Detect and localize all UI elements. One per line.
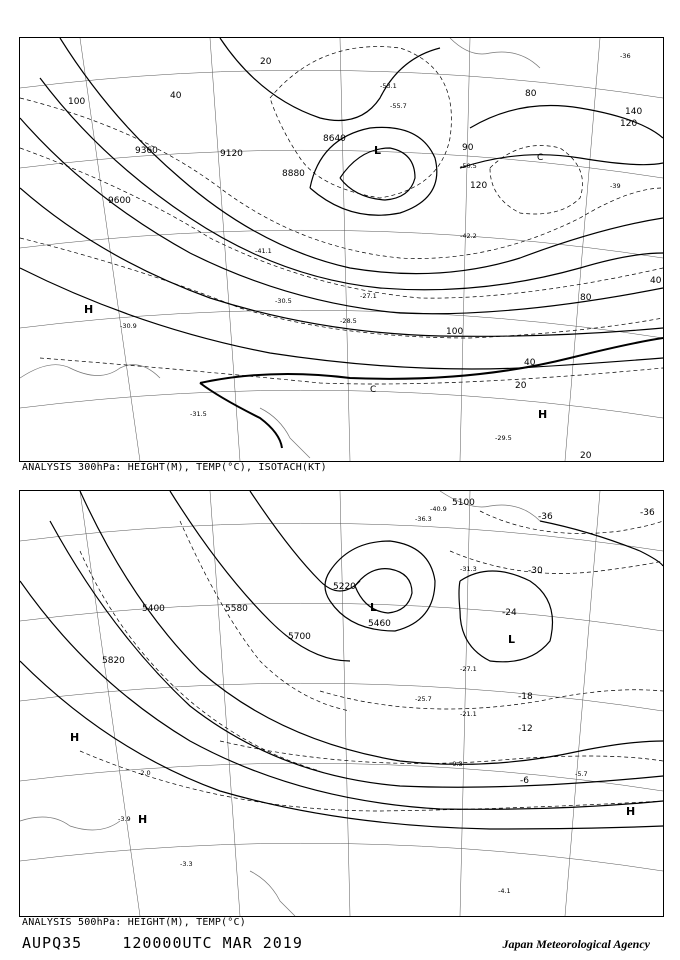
isotach-line (200, 338, 663, 383)
high-pressure-center: H (626, 805, 636, 818)
isotach-label: 80 (525, 89, 537, 99)
station-observations (120, 52, 631, 442)
station-temp: -3.3 (180, 860, 193, 868)
station-temp: -40.9 (430, 505, 447, 513)
station-temp: -21.1 (460, 710, 477, 718)
high-pressure-center: H (70, 731, 80, 744)
station-temp: -41.1 (255, 247, 272, 255)
station-temp: -25.7 (415, 695, 432, 703)
temp-label: -30 (528, 566, 543, 576)
map-300hpa-svg (20, 38, 663, 461)
graticule (20, 491, 663, 916)
temp-label: -36 (640, 508, 655, 518)
temp-label: -24 (502, 608, 517, 618)
isotach-label: 100 (446, 327, 464, 337)
isotach-label: C (537, 153, 544, 163)
isotach-label: C (370, 385, 377, 395)
pressure-centers (70, 601, 635, 826)
station-temp: -42.2 (460, 232, 477, 240)
height-label: 9120 (220, 149, 243, 159)
agency-credit: Japan Meteorological Agency (502, 937, 650, 951)
station-temp: -55.7 (390, 102, 407, 110)
height-label: 9600 (108, 196, 131, 206)
station-temp: -5.7 (575, 770, 588, 778)
height-label: 5220 (333, 582, 356, 592)
station-temp: -30.5 (275, 297, 292, 305)
isotach-line (200, 383, 282, 448)
isotach-label: 120 (620, 119, 638, 129)
height-label: 5700 (288, 632, 311, 642)
height-label: 5460 (368, 619, 391, 629)
coastline (20, 38, 540, 458)
temp-label: -12 (518, 724, 533, 734)
isotach-label: 100 (68, 97, 86, 107)
isotach-label: 40 (170, 91, 182, 101)
isotach-label: 80 (580, 293, 592, 303)
low-pressure-center: L (370, 601, 378, 614)
station-temp: -31.5 (190, 410, 207, 418)
height-label: 5400 (142, 604, 165, 614)
valid-time: 120000UTC MAR 2019 (122, 934, 303, 952)
graticule (20, 38, 663, 461)
panel-caption-500hpa: ANALYSIS 500hPa: HEIGHT(M), TEMP(°C) (22, 917, 246, 928)
low-pressure-center: L (374, 144, 382, 157)
height-label: 5100 (452, 498, 475, 508)
chart-id: AUPQ35 (22, 934, 83, 952)
station-temp: -36.3 (415, 515, 432, 523)
isotach-label: 20 (260, 57, 272, 67)
panel-caption-300hpa: ANALYSIS 300hPa: HEIGHT(M), TEMP(°C), ISOTACH(KT) (22, 462, 327, 473)
coastline (20, 491, 540, 916)
station-temp: -29.5 (495, 434, 512, 442)
station-temp: -50.5 (460, 162, 477, 170)
high-pressure-center: H (84, 303, 94, 316)
station-temp: -3.9 (118, 815, 131, 823)
station-temp: -39 (610, 182, 621, 190)
height-label: 8880 (282, 169, 305, 179)
isotherms (80, 511, 663, 811)
temp-label: -6 (520, 776, 529, 786)
isotach-label: 20 (580, 451, 592, 461)
station-temp: -30.9 (120, 322, 137, 330)
station-temp: -36 (620, 52, 631, 60)
map-panel-300hpa (19, 37, 664, 462)
height-label: 5820 (102, 656, 125, 666)
height-label: 8640 (323, 134, 346, 144)
temp-labels (502, 508, 655, 786)
isotach-label: 90 (462, 143, 474, 153)
isotach-label: 40 (650, 276, 662, 286)
height-label: 5580 (225, 604, 248, 614)
map-500hpa-svg (20, 491, 663, 916)
station-temp: -27.1 (360, 292, 377, 300)
map-panel-500hpa (19, 490, 664, 917)
isotach-labels (68, 57, 662, 461)
isotach-label: 20 (515, 381, 527, 391)
isotach-label: 40 (524, 358, 536, 368)
low-pressure-center: L (508, 633, 516, 646)
station-temp: -27.1 (460, 665, 477, 673)
isotach-label: 140 (625, 107, 643, 117)
isotach-label: 120 (470, 181, 488, 191)
station-temp: -2.0 (138, 769, 151, 777)
height-label: 9360 (135, 146, 158, 156)
station-temp: -4.1 (498, 887, 511, 895)
chart-id-and-valid-time (22, 934, 303, 952)
temp-label: -18 (518, 692, 533, 702)
high-pressure-center: H (538, 408, 548, 421)
station-temp: -28.5 (340, 317, 357, 325)
high-pressure-center: H (138, 813, 148, 826)
station-temp: -53.1 (380, 82, 397, 90)
station-temp: -31.3 (460, 565, 477, 573)
station-temp: -9.3 (450, 760, 463, 768)
temp-label: -36 (538, 512, 553, 522)
